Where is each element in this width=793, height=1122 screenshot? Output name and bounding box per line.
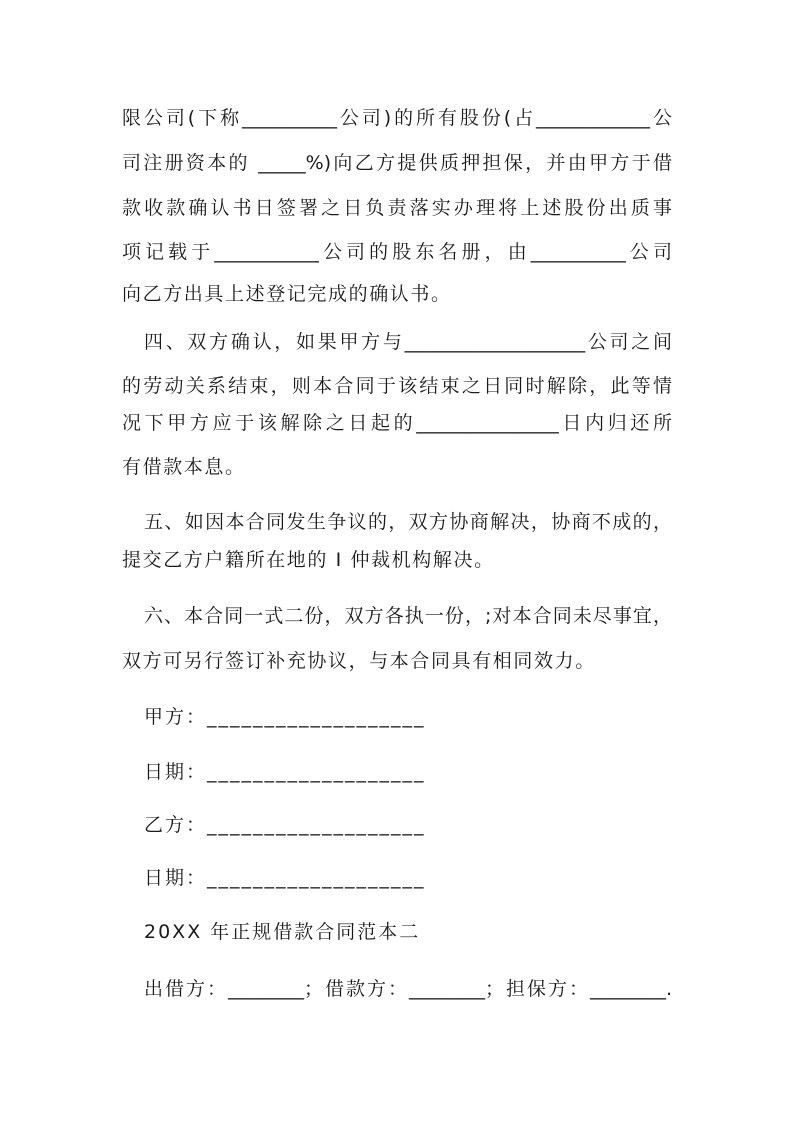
paragraph-4-line-2: 的劳动关系结束，则本合同于该结束之日同时解除，此等情 — [122, 375, 672, 397]
party-a-signature-line: 甲方：___________________ — [144, 706, 426, 728]
paragraph-6-line-2: 双方可另行签订补充协议，与本合同具有相同效力。 — [122, 650, 596, 672]
paragraph-3-line-5: 向乙方出具上述登记完成的确认书。 — [122, 283, 452, 305]
paragraph-4-line-1: 四、双方确认，如果甲方与___________________公司之间 — [144, 331, 672, 353]
paragraph-6-line-1: 六、本合同一式二份，双方各执一份，;对本合同未尽事宜， — [144, 605, 672, 627]
paragraph-3-line-4: 项记载于___________公司的股东名册，由__________公司 — [122, 241, 672, 263]
section-title: 20XX 年正规借款合同范本二 — [144, 921, 421, 943]
paragraph-4-line-4: 有借款本息。 — [122, 456, 246, 478]
date-1-line: 日期：___________________ — [144, 761, 426, 783]
paragraph-3-line-1: 限公司(下称__________公司)的所有股份(占____________公 — [122, 107, 672, 129]
paragraph-5-line-1: 五、如因本合同发生争议的，双方协商解决，协商不成的， — [144, 511, 672, 533]
paragraph-3-line-3: 款收款确认书日签署之日负责落实办理将上述股份出质事 — [122, 197, 672, 219]
paragraph-5-line-2: 提交乙方户籍所在地的 I 仲裁机构解决。 — [122, 549, 495, 571]
date-2-line: 日期：___________________ — [144, 867, 426, 889]
party-b-signature-line: 乙方：___________________ — [144, 814, 426, 836]
paragraph-4-line-3: 况下甲方应于该解除之日起的_______________日内归还所 — [122, 412, 672, 434]
paragraph-3-line-2: 司注册资本的 _____%)向乙方提供质押担保，并由甲方于借 — [122, 152, 672, 174]
parties-line: 出借方：________；借款方：________；担保方：________. — [144, 978, 672, 1000]
